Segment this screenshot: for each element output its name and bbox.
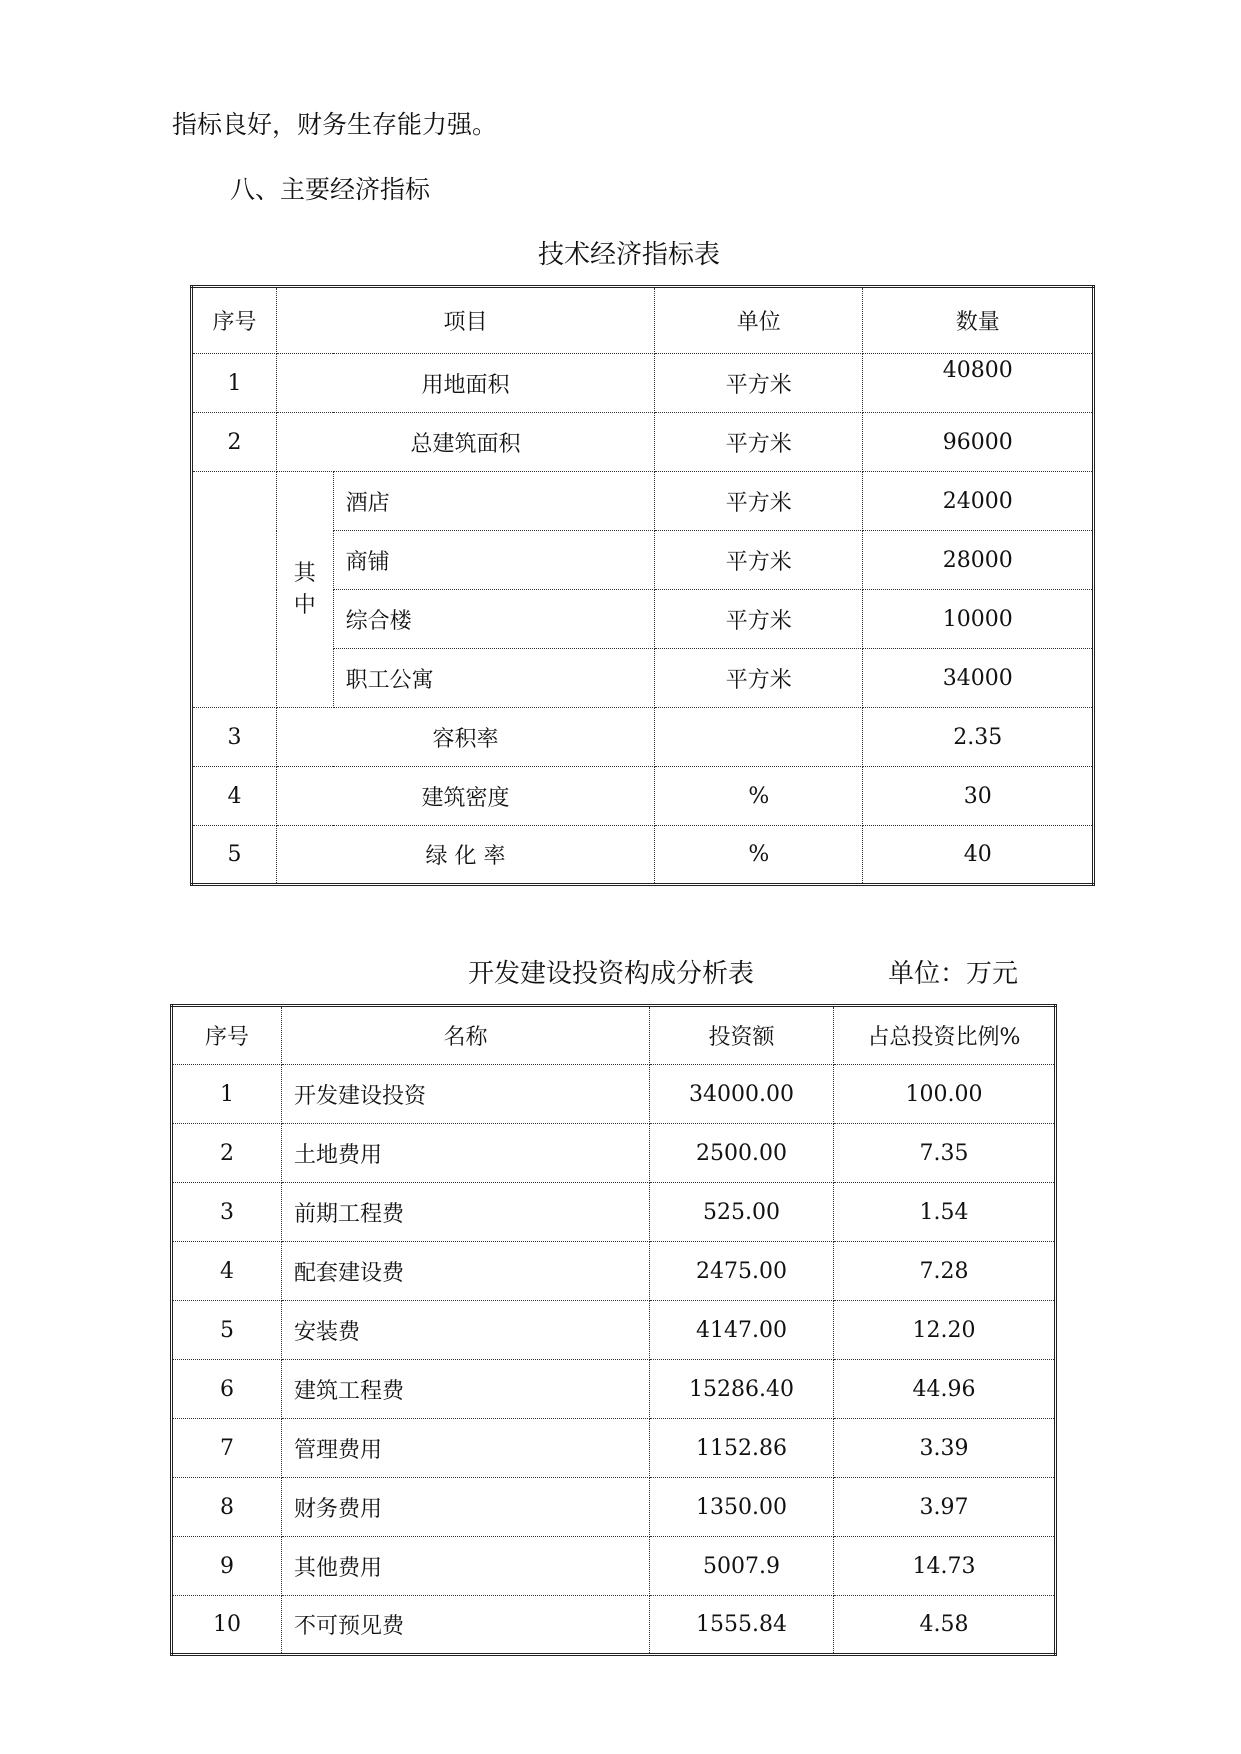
- row-number: 3: [192, 708, 277, 767]
- unit-cell: %: [655, 826, 863, 885]
- header-cell: 数量: [863, 287, 1094, 354]
- sub-item-cell: 综合楼: [333, 590, 655, 649]
- amount-cell: 1350.00: [650, 1478, 834, 1537]
- name-cell: 不可预见费: [282, 1596, 650, 1655]
- name-cell: 安装费: [282, 1301, 650, 1360]
- amount-cell: 2500.00: [650, 1124, 834, 1183]
- table-row: [172, 1360, 1056, 1419]
- row-number: 9: [172, 1537, 282, 1596]
- table-row: [192, 472, 1094, 531]
- row-number: 2: [172, 1124, 282, 1183]
- amount-cell: 2475.00: [650, 1242, 834, 1301]
- quantity-cell: 28000: [863, 531, 1094, 590]
- table2-title: 开发建设投资构成分析表: [468, 959, 755, 989]
- percentage-cell: 1.54: [834, 1183, 1056, 1242]
- percentage-cell: 12.20: [834, 1301, 1056, 1360]
- row-number: 2: [192, 413, 277, 472]
- table-row: [172, 1596, 1056, 1655]
- table-row: [172, 1301, 1056, 1360]
- table-row: [172, 1065, 1056, 1124]
- header-cell: 项目: [276, 287, 654, 354]
- amount-cell: 34000.00: [650, 1065, 834, 1124]
- header-cell: 序号: [172, 1006, 282, 1065]
- amount-cell: 15286.40: [650, 1360, 834, 1419]
- quantity-cell: 10000: [863, 590, 1094, 649]
- percentage-cell: 14.73: [834, 1537, 1056, 1596]
- unit-cell: 平方米: [655, 649, 863, 708]
- quantity-cell: 40800: [863, 354, 1094, 413]
- name-cell: 土地费用: [282, 1124, 650, 1183]
- unit-cell: 平方米: [655, 472, 863, 531]
- header-cell: 投资额: [650, 1006, 834, 1065]
- amount-cell: 4147.00: [650, 1301, 834, 1360]
- table-row: [172, 1537, 1056, 1596]
- name-cell: 其他费用: [282, 1537, 650, 1596]
- unit-cell: 平方米: [655, 354, 863, 413]
- header-cell: 名称: [282, 1006, 650, 1065]
- quantity-cell: 34000: [863, 649, 1094, 708]
- amount-cell: 525.00: [650, 1183, 834, 1242]
- table-row: [172, 1242, 1056, 1301]
- table1-title: 技术经济指标表: [538, 240, 721, 270]
- amount-cell: 1152.86: [650, 1419, 834, 1478]
- percentage-cell: 4.58: [834, 1596, 1056, 1655]
- unit-cell: %: [655, 767, 863, 826]
- investment-composition-table: [170, 1004, 1057, 1656]
- quantity-cell: 96000: [863, 413, 1094, 472]
- quantity-cell: 24000: [863, 472, 1094, 531]
- table-row: [192, 708, 1094, 767]
- row-number: 4: [192, 767, 277, 826]
- sub-item-cell: 酒店: [333, 472, 655, 531]
- name-cell: 前期工程费: [282, 1183, 650, 1242]
- group-label-char: 中: [293, 592, 316, 618]
- row-number: 7: [172, 1419, 282, 1478]
- amount-cell: 5007.9: [650, 1537, 834, 1596]
- table2-unit-label: 单位：万元: [888, 959, 1019, 989]
- item-cell: 建筑密度: [276, 767, 654, 826]
- name-cell: 管理费用: [282, 1419, 650, 1478]
- header-cell: 序号: [192, 287, 277, 354]
- name-cell: 财务费用: [282, 1478, 650, 1537]
- row-number: 1: [192, 354, 277, 413]
- sub-item-cell: 商铺: [333, 531, 655, 590]
- empty-number-cell: [192, 472, 277, 708]
- name-cell: 建筑工程费: [282, 1360, 650, 1419]
- percentage-cell: 7.35: [834, 1124, 1056, 1183]
- table-header-row: [192, 287, 1094, 354]
- table-row: [192, 767, 1094, 826]
- quantity-cell: 2.35: [863, 708, 1094, 767]
- table-row: [172, 1419, 1056, 1478]
- header-cell: 占总投资比例%: [834, 1006, 1056, 1065]
- unit-cell: 平方米: [655, 531, 863, 590]
- row-number: 8: [172, 1478, 282, 1537]
- header-cell: 单位: [655, 287, 863, 354]
- sub-item-cell: 职工公寓: [333, 649, 655, 708]
- table-row: [172, 1478, 1056, 1537]
- percentage-cell: 44.96: [834, 1360, 1056, 1419]
- item-cell: 容积率: [276, 708, 654, 767]
- unit-cell: 平方米: [655, 590, 863, 649]
- quantity-cell: 40: [863, 826, 1094, 885]
- table-row: [192, 413, 1094, 472]
- group-label-char: 其: [293, 560, 316, 586]
- amount-cell: 1555.84: [650, 1596, 834, 1655]
- technical-economic-indicator-table: [190, 285, 1095, 886]
- table-row: [192, 354, 1094, 413]
- table-header-row: [172, 1006, 1056, 1065]
- section-heading: 八、主要经济指标: [230, 175, 431, 204]
- row-number: 10: [172, 1596, 282, 1655]
- percentage-cell: 3.97: [834, 1478, 1056, 1537]
- group-label: [276, 472, 333, 708]
- percentage-cell: 7.28: [834, 1242, 1056, 1301]
- quantity-cell: 30: [863, 767, 1094, 826]
- name-cell: 配套建设费: [282, 1242, 650, 1301]
- row-number: 5: [192, 826, 277, 885]
- row-number: 6: [172, 1360, 282, 1419]
- unit-cell: [655, 708, 863, 767]
- item-cell: 绿 化 率: [276, 826, 654, 885]
- name-cell: 开发建设投资: [282, 1065, 650, 1124]
- row-number: 1: [172, 1065, 282, 1124]
- table-row: [192, 826, 1094, 885]
- unit-cell: 平方米: [655, 413, 863, 472]
- row-number: 3: [172, 1183, 282, 1242]
- table-row: [172, 1124, 1056, 1183]
- percentage-cell: 100.00: [834, 1065, 1056, 1124]
- item-cell: 总建筑面积: [276, 413, 654, 472]
- paragraph-line: 指标良好，财务生存能力强。: [172, 110, 498, 139]
- table-row: [172, 1183, 1056, 1242]
- item-cell: 用地面积: [276, 354, 654, 413]
- row-number: 5: [172, 1301, 282, 1360]
- percentage-cell: 3.39: [834, 1419, 1056, 1478]
- row-number: 4: [172, 1242, 282, 1301]
